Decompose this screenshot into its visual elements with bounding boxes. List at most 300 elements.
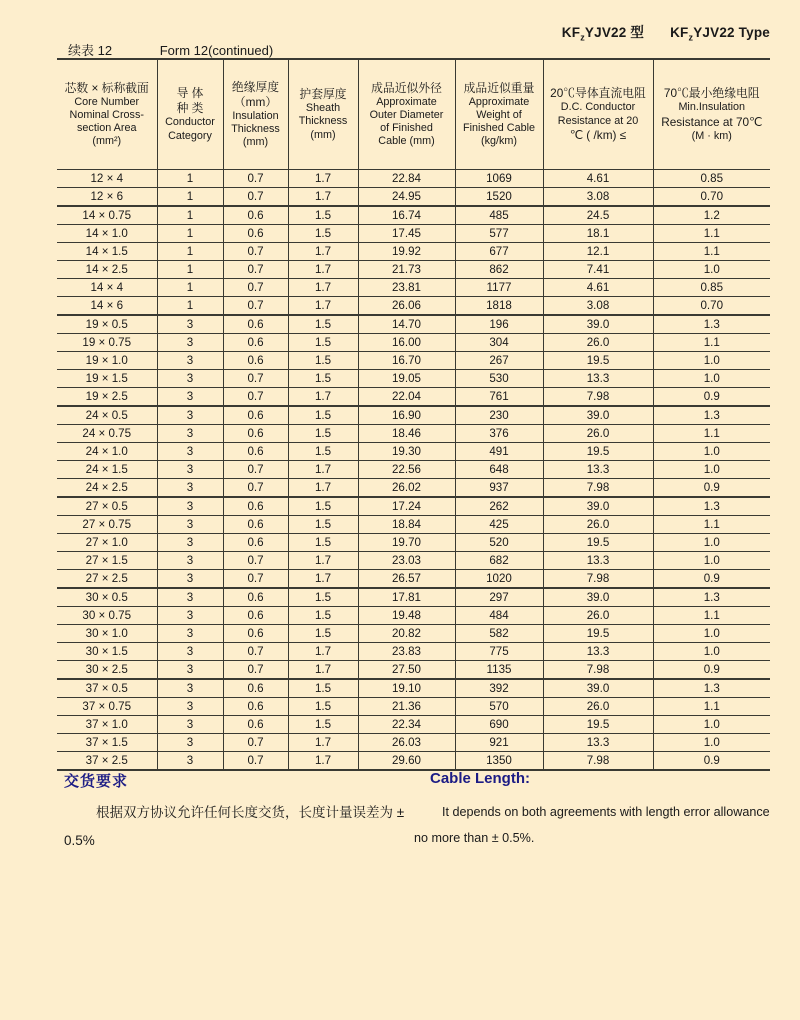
table-row: [57, 334, 770, 352]
cable-length-title-en: Cable Length:: [430, 770, 530, 787]
column-header-line: ℃ ( /km) ≤: [569, 127, 627, 142]
table-cell: 0.7: [223, 461, 288, 479]
table-cell: 13.3: [543, 643, 653, 661]
table-cell: 0.70: [653, 188, 770, 207]
table-cell: 7.98: [543, 752, 653, 771]
table-cell: 37 × 2.5: [57, 752, 157, 771]
model-designation: [562, 21, 770, 41]
table-cell: 0.7: [223, 261, 288, 279]
table-cell: 0.6: [223, 315, 288, 334]
table-cell: 3: [157, 461, 223, 479]
table-cell: 22.84: [358, 170, 455, 188]
model-designation-cn: $KF_zYJV22$ 型: [561, 25, 645, 43]
table-cell: 0.7: [223, 752, 288, 771]
table-cell: 1: [157, 188, 223, 207]
table-cell: 1.0: [653, 261, 770, 279]
table-cell: 0.6: [223, 607, 288, 625]
table-cell: 1.0: [653, 734, 770, 752]
table-cell: 19.70: [358, 534, 455, 552]
table-cell: 7.98: [543, 661, 653, 680]
column-header-line: Weight of: [476, 108, 522, 121]
table-cell: 14 × 1.0: [57, 225, 157, 243]
table-cell: 1.7: [288, 461, 358, 479]
table-cell: 14 × 6: [57, 297, 157, 316]
table-row: [57, 461, 770, 479]
table-cell: 3: [157, 479, 223, 498]
table-cell: 0.6: [223, 588, 288, 607]
table-cell: 1.7: [288, 479, 358, 498]
table-cell: 19.48: [358, 607, 455, 625]
table-cell: 7.98: [543, 570, 653, 589]
table-cell: 1: [157, 261, 223, 279]
table-cell: 1.0: [653, 370, 770, 388]
column-header-line: Nominal Cross-: [69, 108, 144, 121]
table-cell: 1.7: [288, 752, 358, 771]
table-cell: 921: [455, 734, 543, 752]
table-cell: 1.0: [653, 443, 770, 461]
table-cell: 26.0: [543, 698, 653, 716]
table-cell: 690: [455, 716, 543, 734]
table-cell: 862: [455, 261, 543, 279]
column-header-line: Approximate: [468, 95, 530, 108]
table-cell: 30 × 1.5: [57, 643, 157, 661]
table-cell: 4.61: [543, 279, 653, 297]
table-cell: 14 × 4: [57, 279, 157, 297]
table-cell: 3: [157, 443, 223, 461]
table-row: [57, 534, 770, 552]
table-cell: 1.1: [653, 425, 770, 443]
table-row: [57, 170, 770, 188]
table-cell: 0.85: [653, 279, 770, 297]
table-cell: 1.5: [288, 716, 358, 734]
table-cell: 1.0: [653, 625, 770, 643]
table-cell: 0.6: [223, 206, 288, 225]
table-cell: 262: [455, 497, 543, 516]
table-cell: 3: [157, 679, 223, 698]
table-cell: 19.5: [543, 716, 653, 734]
table-cell: 19.5: [543, 352, 653, 370]
table-cell: 30 × 2.5: [57, 661, 157, 680]
table-cell: 3: [157, 752, 223, 771]
table-cell: 1.7: [288, 279, 358, 297]
table-cell: 1.3: [653, 679, 770, 698]
table-cell: 16.70: [358, 352, 455, 370]
table-cell: 0.6: [223, 534, 288, 552]
table-cell: 3: [157, 661, 223, 680]
table-cell: 1.0: [653, 534, 770, 552]
table-cell: 0.85: [700, 172, 724, 185]
model-designation-en: $KF_zYJV22$ Type: [670, 25, 770, 43]
table-cell: 37 × 0.75: [57, 698, 157, 716]
table-cell: 491: [455, 443, 543, 461]
table-cell: 485: [455, 206, 543, 225]
column-header-line: Core Number: [74, 95, 140, 108]
table-cell: 1.5: [288, 698, 358, 716]
column-header-line: section Area: [77, 122, 137, 134]
table-cell: 0.7: [223, 170, 288, 188]
table-row: [57, 425, 770, 443]
table-row: [57, 516, 770, 534]
table-cell: 19.5: [543, 443, 653, 461]
column-header-line: Min.Insulation: [678, 101, 746, 114]
table-cell: 1: [157, 225, 223, 243]
table-cell: 1.5: [288, 370, 358, 388]
table-cell: 1.5: [288, 225, 358, 243]
table-cell: 20.82: [358, 625, 455, 643]
table-cell: 0.7: [223, 370, 288, 388]
table-cell: 3: [157, 497, 223, 516]
table-cell: 22.34: [358, 716, 455, 734]
table-cell: 39.0: [543, 497, 653, 516]
table-cell: 1.7: [288, 388, 358, 407]
form-caption-en: Form 12(continued): [159, 43, 274, 58]
table-cell: 1.7: [288, 170, 358, 188]
column-header-line: (mm): [242, 136, 269, 149]
table-cell: 0.9: [653, 570, 770, 589]
table-cell: 19.30: [358, 443, 455, 461]
table-cell: 1.5: [288, 352, 358, 370]
table-cell: 0.6: [223, 679, 288, 698]
table-cell: 1.0: [653, 716, 770, 734]
table-cell: 1.7: [288, 552, 358, 570]
column-header-line: D.C. Conductor: [560, 101, 636, 114]
table-cell: 3: [157, 315, 223, 334]
table-cell: 26.57: [358, 570, 455, 589]
table-cell: 3: [157, 588, 223, 607]
table-cell: 27 × 1.0: [57, 534, 157, 552]
table-cell: 0.6: [223, 443, 288, 461]
table-cell: 0.6: [223, 225, 288, 243]
table-cell: 196: [455, 315, 543, 334]
table-cell: 3.08: [543, 297, 653, 316]
table-cell: 1.1: [653, 334, 770, 352]
table-cell: 12.1: [543, 243, 653, 261]
table-cell: 0.9: [653, 388, 770, 407]
table-cell: 1520: [455, 188, 543, 207]
table-cell: 4.61: [543, 170, 653, 188]
column-header-line: 成品近似外径: [371, 80, 442, 95]
table-cell: 18.1: [543, 225, 653, 243]
column-header: [653, 59, 770, 170]
table-cell: 0.7: [223, 279, 288, 297]
column-header-line: Cable (mm): [378, 135, 435, 148]
table-row: [57, 588, 770, 607]
table-cell: 39.0: [543, 315, 653, 334]
table-row: [57, 188, 770, 207]
table-cell: 39.0: [543, 679, 653, 698]
column-header-line: Thickness: [298, 115, 348, 128]
table-cell: 3: [157, 716, 223, 734]
table-cell: 24 × 1.5: [57, 461, 157, 479]
table-cell: 12 × 4: [57, 170, 157, 188]
table-cell: 1.1: [653, 607, 770, 625]
table-cell: 3.08: [543, 188, 653, 207]
table-cell: 1.0: [653, 552, 770, 570]
table-cell: 3: [157, 388, 223, 407]
column-header-line: Outer Diameter: [369, 108, 444, 121]
table-cell: 37 × 0.5: [57, 679, 157, 698]
table-cell: 3: [157, 370, 223, 388]
table-cell: 0.6: [223, 516, 288, 534]
table-cell: 1.5: [288, 516, 358, 534]
table-cell: 30 × 0.5: [57, 588, 157, 607]
table-cell: 22.04: [358, 388, 455, 407]
table-cell: 19 × 0.5: [57, 315, 157, 334]
table-cell: 3: [157, 625, 223, 643]
table-cell: 14 × 0.75: [57, 206, 157, 225]
table-cell: 1.5: [288, 588, 358, 607]
column-header: [57, 59, 157, 170]
table-cell: 26.03: [358, 734, 455, 752]
table-cell: 7.98: [543, 479, 653, 498]
table-cell: 7.41: [543, 261, 653, 279]
table-cell: 3: [157, 516, 223, 534]
table-cell: 23.03: [358, 552, 455, 570]
table-cell: 0.7: [223, 297, 288, 316]
table-cell: 19.92: [358, 243, 455, 261]
table-cell: 1069: [455, 170, 543, 188]
table-cell: 1.0: [653, 461, 770, 479]
table-cell: 39.0: [543, 588, 653, 607]
table-cell: 1.3: [653, 315, 770, 334]
column-header-line: 成品近似重量: [463, 80, 535, 95]
table-cell: 21.36: [358, 698, 455, 716]
table-cell: 26.0: [543, 516, 653, 534]
table-row: [57, 497, 770, 516]
column-header-line: 护套厚度: [299, 87, 347, 102]
table-cell: 0.7: [223, 188, 288, 207]
table-cell: 1.5: [288, 625, 358, 643]
table-cell: 29.60: [358, 752, 455, 771]
table-cell: 1.3: [653, 588, 770, 607]
table-cell: 1.5: [288, 443, 358, 461]
table-cell: 3: [157, 698, 223, 716]
table-cell: 0.6: [223, 698, 288, 716]
table-cell: 1.1: [653, 225, 770, 243]
column-header: [288, 59, 358, 170]
table-cell: 577: [455, 225, 543, 243]
table-cell: 1.5: [288, 206, 358, 225]
table-cell: 19.10: [358, 679, 455, 698]
column-header-line: Category: [168, 129, 212, 142]
table-cell: 1350: [455, 752, 543, 771]
column-header: [157, 59, 223, 170]
table-cell: 1: [157, 297, 223, 316]
table-cell: 27 × 1.5: [57, 552, 157, 570]
table-cell: 26.02: [358, 479, 455, 498]
table-cell: 0.7: [223, 661, 288, 680]
table-cell: 0.9: [653, 752, 770, 771]
table-cell: 3: [157, 534, 223, 552]
column-header-line: 种 类: [176, 101, 204, 116]
table-cell: 775: [455, 643, 543, 661]
header-row: [57, 59, 770, 170]
table-cell: 1.5: [288, 497, 358, 516]
table-row: [57, 570, 770, 589]
table-cell: 3: [157, 607, 223, 625]
table-cell: 26.0: [543, 425, 653, 443]
table-row: [57, 443, 770, 461]
table-cell: 0.9: [653, 661, 770, 680]
table-cell: 1.7: [288, 661, 358, 680]
table-cell: 1.5: [288, 406, 358, 425]
column-header-line: (mm): [310, 128, 336, 141]
table-cell: 14.70: [358, 315, 455, 334]
table-cell: 1.5: [288, 534, 358, 552]
table-cell: 1.3: [653, 497, 770, 516]
column-header: [455, 59, 543, 170]
table-cell: 392: [455, 679, 543, 698]
table-cell: 267: [455, 352, 543, 370]
table-cell: 0.6: [223, 334, 288, 352]
table-cell: 425: [455, 516, 543, 534]
delivery-requirement-body-cn: 根据双方协议允许任何长度交货，长度计量误差为 ± 0.5%: [64, 805, 405, 848]
spec-table-body: [57, 170, 770, 771]
table-cell: 376: [455, 425, 543, 443]
table-cell: 0.7: [223, 388, 288, 407]
table-cell: 0.7: [223, 552, 288, 570]
table-cell: 17.81: [358, 588, 455, 607]
table-row: [57, 679, 770, 698]
spec-table-head: [57, 59, 770, 170]
table-cell: 1.7: [288, 188, 358, 207]
table-cell: 0.6: [223, 352, 288, 370]
table-row: [57, 352, 770, 370]
table-cell: 484: [455, 607, 543, 625]
table-cell: 24.95: [358, 188, 455, 207]
table-cell: 19 × 0.75: [57, 334, 157, 352]
table-cell: 1.7: [288, 243, 358, 261]
table-cell: 37 × 1.0: [57, 716, 157, 734]
table-cell: 26.06: [358, 297, 455, 316]
table-cell: 27 × 0.75: [57, 516, 157, 534]
table-cell: 3: [157, 570, 223, 589]
table-row: [57, 552, 770, 570]
table-cell: 24 × 1.0: [57, 443, 157, 461]
table-cell: 1: [157, 279, 223, 297]
table-cell: 570: [455, 698, 543, 716]
table-cell: 37 × 1.5: [57, 734, 157, 752]
form-caption-cn: 续表 12: [68, 43, 113, 58]
table-cell: 1.5: [288, 425, 358, 443]
table-cell: 1.7: [288, 297, 358, 316]
table-cell: 1.0: [653, 352, 770, 370]
table-cell: 1135: [455, 661, 543, 680]
table-cell: 3: [157, 406, 223, 425]
table-row: [57, 734, 770, 752]
delivery-requirement-title-cn: 交货要求: [64, 773, 129, 790]
column-header-line: 70℃最小绝缘电阻: [663, 86, 760, 101]
table-cell: 761: [455, 388, 543, 407]
table-cell: 16.90: [358, 406, 455, 425]
cable-spec-table: [57, 58, 770, 771]
table-cell: 1.5: [288, 607, 358, 625]
table-cell: 0.7: [223, 643, 288, 661]
column-header-line: Finished Cable: [462, 122, 536, 134]
table-cell: 1.1: [653, 698, 770, 716]
column-header-line: Resistance at 20: [557, 114, 639, 127]
table-cell: 16.00: [358, 334, 455, 352]
table-cell: 18.84: [358, 516, 455, 534]
table-cell: 682: [455, 552, 543, 570]
table-cell: 13.3: [543, 734, 653, 752]
table-cell: 1: [157, 243, 223, 261]
table-cell: 0.7: [223, 570, 288, 589]
table-cell: 13.3: [543, 370, 653, 388]
table-cell: 19.5: [543, 625, 653, 643]
form-caption: [68, 40, 273, 59]
table-cell: 1.1: [653, 243, 770, 261]
table-cell: 0.70: [653, 297, 770, 316]
table-cell: 19 × 2.5: [57, 388, 157, 407]
table-cell: 304: [455, 334, 543, 352]
table-cell: 24.5: [543, 206, 653, 225]
table-cell: 0.6: [223, 497, 288, 516]
table-cell: 18.46: [358, 425, 455, 443]
column-header-line: 20℃导体直流电阻: [550, 86, 646, 101]
table-cell: 26.0: [543, 334, 653, 352]
table-cell: 27 × 2.5: [57, 570, 157, 589]
cable-length-body-en: It depends on both agreements with length error allowance no more than ± 0.5%.: [414, 805, 770, 845]
table-cell: 19.05: [358, 370, 455, 388]
table-cell: 0.7: [223, 243, 288, 261]
table-cell: 1.7: [288, 261, 358, 279]
table-row: [57, 607, 770, 625]
table-row: [57, 388, 770, 407]
table-cell: 19 × 1.5: [57, 370, 157, 388]
column-header: [223, 59, 288, 170]
table-row: [57, 625, 770, 643]
table-cell: 16.74: [358, 206, 455, 225]
table-row: [57, 661, 770, 680]
table-cell: 582: [455, 625, 543, 643]
table-cell: 13.3: [543, 461, 653, 479]
table-cell: 1.5: [288, 679, 358, 698]
column-header-line: (kg/km): [481, 135, 517, 148]
table-cell: 23.81: [358, 279, 455, 297]
column-header-line: Resistance at 70℃: [661, 114, 763, 129]
table-row: [57, 716, 770, 734]
table-cell: 23.83: [358, 643, 455, 661]
table-cell: 1.7: [288, 643, 358, 661]
table-cell: 3: [157, 334, 223, 352]
table-cell: 30 × 0.75: [57, 607, 157, 625]
table-cell: 297: [455, 588, 543, 607]
table-cell: 14 × 2.5: [57, 261, 157, 279]
table-cell: 13.3: [543, 552, 653, 570]
table-cell: 1.1: [653, 516, 770, 534]
table-cell: 19 × 1.0: [57, 352, 157, 370]
table-row: [57, 206, 770, 225]
table-cell: 0.9: [653, 479, 770, 498]
table-cell: 0.6: [223, 625, 288, 643]
table-row: [57, 315, 770, 334]
column-header-line: 绝缘厚度: [231, 79, 280, 94]
column-header-line: 芯数 × 标称截面: [64, 80, 149, 95]
table-cell: 26.0: [543, 607, 653, 625]
column-header-line: (M · km): [691, 129, 732, 142]
column-header-line: Insulation: [232, 109, 279, 122]
table-cell: 1.5: [288, 315, 358, 334]
table-row: [57, 406, 770, 425]
table-cell: 19.5: [543, 534, 653, 552]
table-cell: 230: [455, 406, 543, 425]
table-row: [57, 752, 770, 771]
table-cell: 1.7: [288, 570, 358, 589]
table-cell: 1.2: [653, 206, 770, 225]
table-cell: 27.50: [358, 661, 455, 680]
table-cell: 1.5: [288, 334, 358, 352]
